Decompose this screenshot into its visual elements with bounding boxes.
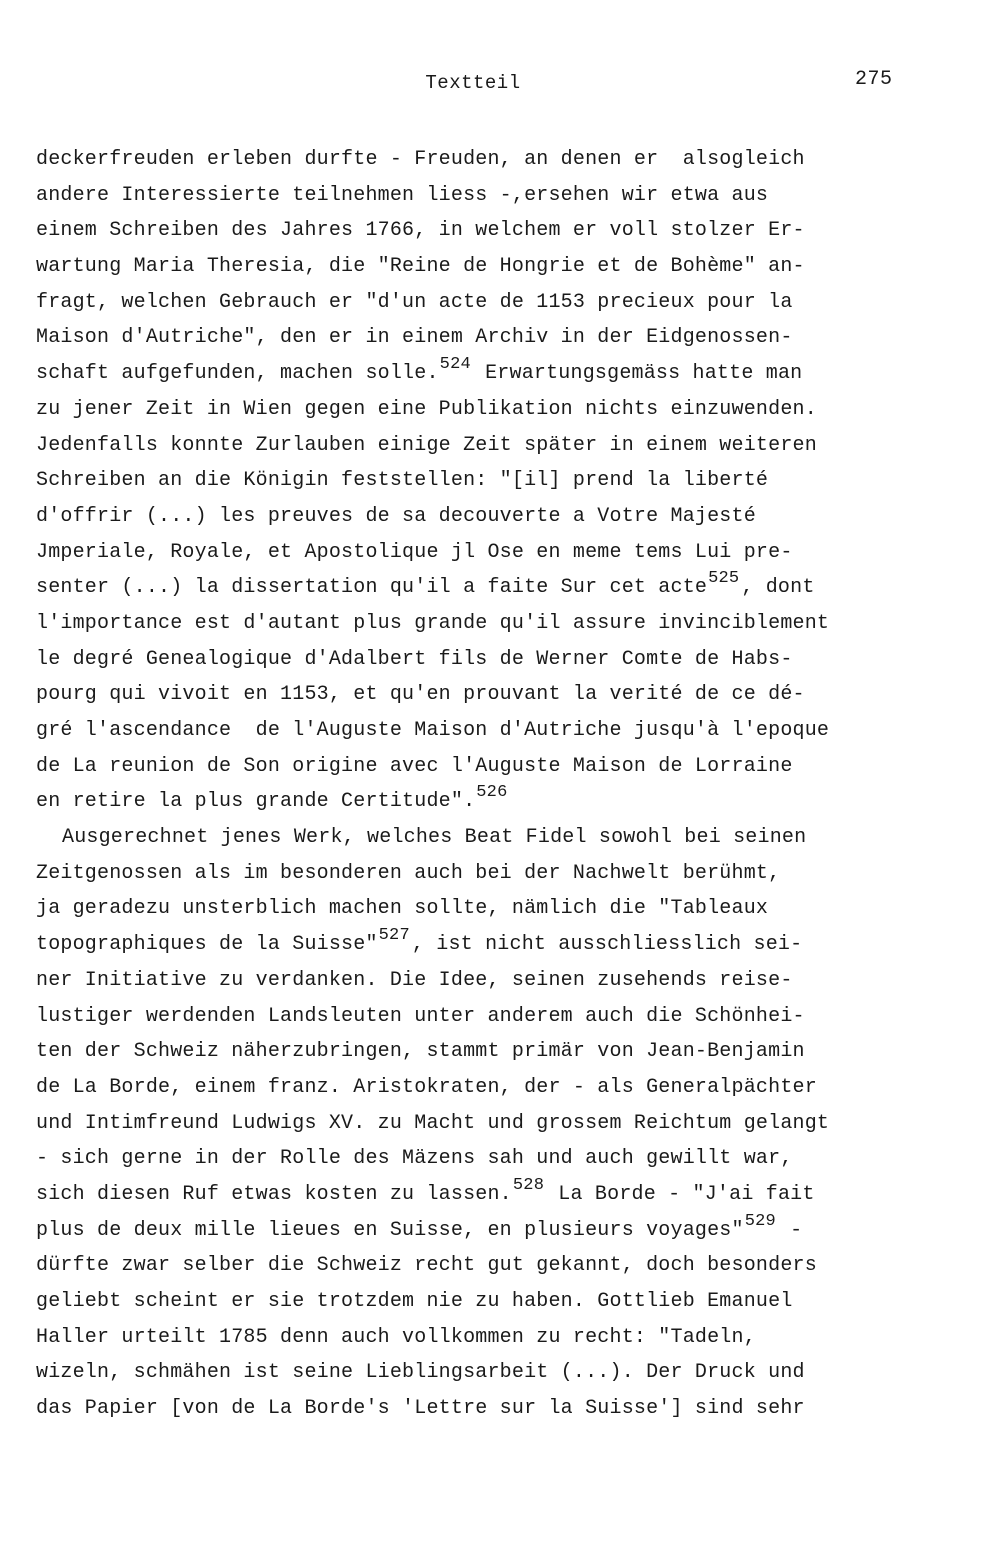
body-text [36, 142, 936, 1427]
text-line [36, 356, 936, 392]
line-text: geliebt scheint er sie trotzdem nie zu haben. Gottlieb Emanuel [36, 1290, 793, 1313]
footnote-reference: 527 [378, 926, 410, 946]
text-line [36, 1284, 936, 1320]
line-text: Schreiben an die Königin feststellen: "[il] prend la liberté [36, 469, 769, 493]
line-text: lustiger werdenden Landsleuten unter anderem auch die Schönhei- [36, 1004, 805, 1028]
line-text: wizeln, schmähen ist seine Lieblingsarbeit (...). Der Druck und [36, 1361, 805, 1385]
text-line [36, 1070, 936, 1106]
line-text: fragt, welchen Gebrauch er "d'un acte de 1153 precieux pour la [36, 290, 793, 314]
line-text: Jmperiale, Royale, et Apostolique jl Ose en meme tems Lui pre- [36, 540, 793, 564]
line-text: de La Borde, einem franz. Aristokraten, der - als Generalpächter [36, 1075, 817, 1099]
text-line [36, 463, 936, 499]
text-line [36, 1177, 936, 1213]
line-text: schaft aufgefunden, machen solle. [36, 362, 439, 386]
running-head-title: Textteil [425, 72, 521, 94]
text-line [36, 1106, 936, 1142]
line-text: sich diesen Ruf etwas kosten zu lassen. [36, 1182, 512, 1206]
text-line [36, 213, 936, 249]
text-line [36, 1034, 936, 1070]
line-text: andere Interessierte teilnehmen liess -,ersehen wir etwa aus [36, 183, 769, 207]
text-line [36, 963, 936, 999]
text-line [36, 499, 936, 535]
text-line [36, 1141, 936, 1177]
line-text: d'offrir (...) les preuves de sa decouverte a Votre Majesté [36, 504, 756, 528]
line-text: Haller urteilt 1785 denn auch vollkommen zu recht: "Tadeln, [36, 1325, 756, 1349]
text-line [36, 570, 936, 606]
line-text-continued: La Borde - "J'ai fait [546, 1182, 815, 1206]
text-line [36, 535, 936, 571]
line-text: Zeitgenossen als im besonderen auch bei der Nachwelt berühmt, [36, 861, 781, 885]
line-text: senter (...) la dissertation qu'il a faite Sur cet acte [36, 576, 708, 600]
line-text: l'importance est d'autant plus grande qu'il assure invinciblement [36, 611, 830, 635]
line-text: dürfte zwar selber die Schweiz recht gut gekannt, doch besonders [36, 1254, 817, 1278]
text-line [36, 713, 936, 749]
text-line [36, 749, 936, 785]
text-line [36, 856, 936, 892]
text-line [36, 285, 936, 321]
text-line [36, 142, 936, 178]
line-text: - sich gerne in der Rolle des Mäzens sah und auch gewillt war, [36, 1147, 793, 1171]
line-text: zu jener Zeit in Wien gegen eine Publikation nichts einzuwenden. [36, 397, 817, 421]
text-line [36, 891, 936, 927]
line-text: le degré Genealogique d'Adalbert fils de Werner Comte de Habs- [36, 647, 793, 671]
text-line [36, 606, 936, 642]
footnote-reference: 526 [476, 783, 508, 803]
text-line [36, 784, 936, 820]
line-text: pourg qui vivoit en 1153, et qu'en prouvant la verité de ce dé- [36, 683, 805, 707]
text-line [36, 320, 936, 356]
text-line [36, 1355, 936, 1391]
line-text: und Intimfreund Ludwigs XV. zu Macht und grossem Reichtum gelangt [36, 1111, 830, 1135]
line-text-continued: - [777, 1218, 803, 1242]
line-text: gré l'ascendance de l'Auguste Maison d'Autriche jusqu'à l'epoque [36, 719, 830, 742]
page-number: 275 [855, 68, 893, 91]
text-line [36, 178, 936, 214]
text-line [36, 1391, 936, 1427]
line-text: topographiques de la Suisse" [36, 933, 378, 957]
line-text: en retire la plus grande Certitude". [36, 790, 476, 814]
line-text-continued: Erwartungsgemäss hatte man [472, 362, 803, 386]
line-text: das Papier [von de La Borde's 'Lettre sur la Suisse'] sind sehr [36, 1397, 805, 1421]
line-text-continued: , ist nicht ausschliesslich sei- [411, 933, 803, 957]
text-line [36, 927, 936, 963]
text-line [36, 1213, 936, 1249]
line-text: ner Initiative zu verdanken. Die Idee, seinen zusehends reise- [36, 968, 793, 992]
line-text: Ausgerechnet jenes Werk, welches Beat Fidel sowohl bei seinen [62, 826, 807, 850]
text-line [36, 677, 936, 713]
line-text: Jedenfalls konnte Zurlauben einige Zeit später in einem weiteren [36, 433, 817, 457]
line-text: ja geradezu unsterblich machen sollte, nämlich die "Tableaux [36, 897, 769, 921]
text-line [36, 642, 936, 678]
footnote-reference: 529 [744, 1211, 776, 1231]
line-text: wartung Maria Theresia, die "Reine de Hongrie et de Bohème" an- [36, 255, 805, 279]
footnote-reference: 524 [439, 355, 471, 375]
text-line [36, 428, 936, 464]
text-line [36, 249, 936, 285]
line-text: de La reunion de Son origine avec l'Auguste Maison de Lorraine [36, 754, 793, 778]
line-text: ten der Schweiz näherzubringen, stammt primär von Jean-Benjamin [36, 1040, 805, 1064]
line-text: deckerfreuden erleben durfte - Freuden, an denen er alsogleich [36, 148, 805, 171]
line-text: einem Schreiben des Jahres 1766, in welchem er voll stolzer Er- [36, 219, 805, 243]
text-line [36, 1248, 936, 1284]
footnote-reference: 528 [512, 1175, 545, 1195]
text-line [36, 1320, 936, 1356]
line-text: plus de deux mille lieues en Suisse, en plusieurs voyages" [36, 1218, 744, 1242]
text-line [36, 999, 936, 1035]
line-text: Maison d'Autriche", den er in einem Archiv in der Eidgenossen- [36, 326, 793, 350]
line-text-continued: , dont [741, 576, 815, 600]
text-line [36, 392, 936, 428]
text-line [36, 820, 936, 856]
footnote-reference: 525 [708, 569, 740, 589]
